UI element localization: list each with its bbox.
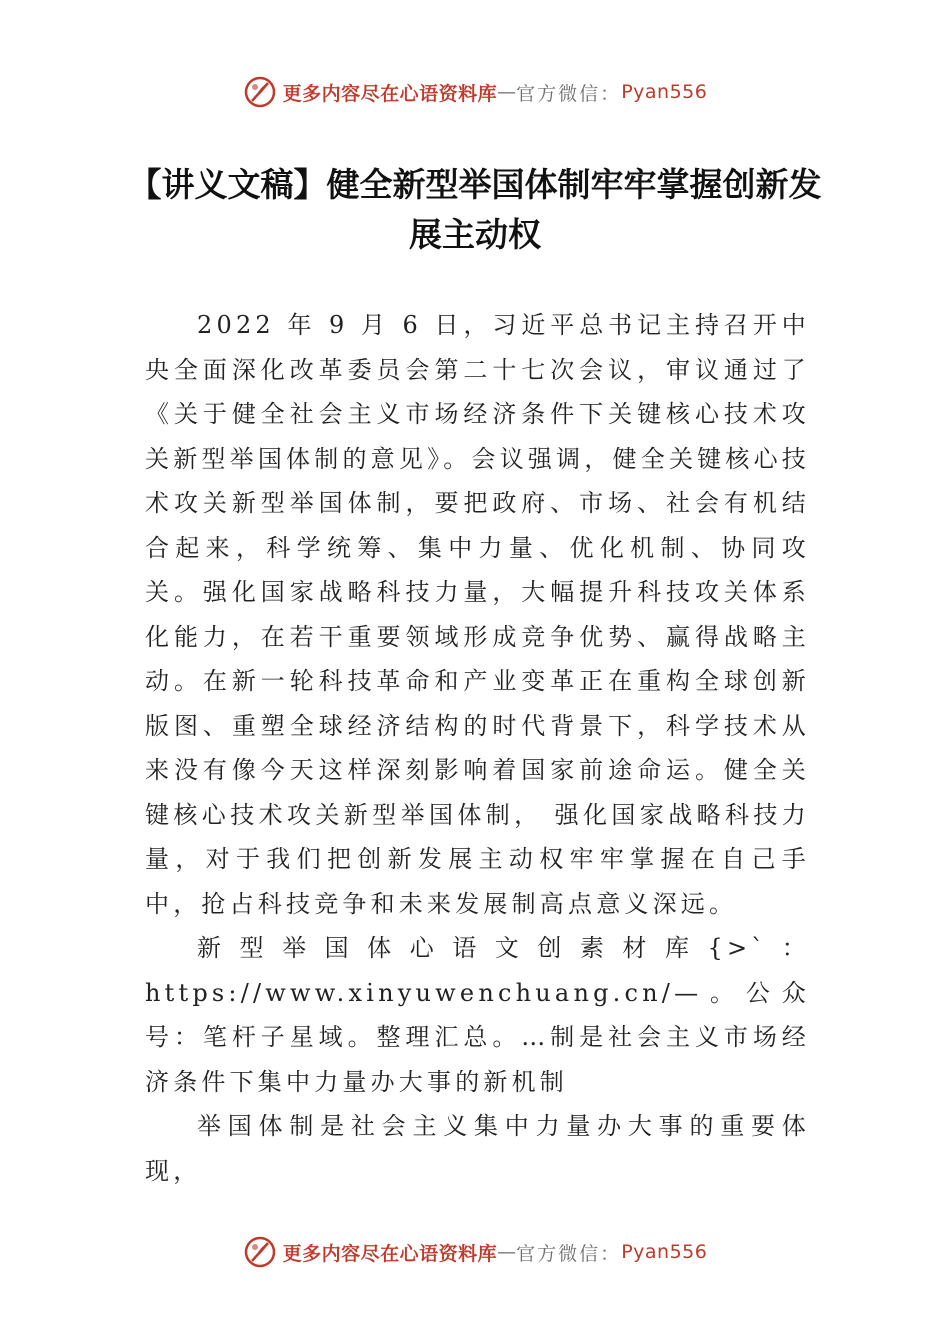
banner-wechat-label: 官方微信： [516,1242,622,1265]
document-body [145,303,810,1193]
header-banner [0,70,950,114]
banner-site-text: 更多内容尽在心语资料库 [282,82,498,105]
banner-separator: — [497,81,517,103]
body-paragraph: 2022 年 9 月 6 日，习近平总书记主持召开中央全面深化改革委员会第二十七次会议，审议通过了《关于健全社会主义市场经济条件下关键核心技术攻关新型举国体制的意见》。会议强调，健全关键核心技术攻关新型举国体制，要把政府、市场、社会有机结合起来，科学统筹、集中力量、优化机制、协同攻关。强化国家战略科技力量，大幅提升科技攻关体系化能力，在若干重要领域形成竞争优势、赢得战略主动。在新一轮科技革命和产业变革正在重构全球创新版图、重塑全球经济结构的时代背景下，科学技术从来没有像今天这样深刻影响着国家前途命运。健全关键核心技术攻关新型举国体制， 强化国家战略科技力量，对于我们把创新发展主动权牢牢掌握在自己手中，抢占科技竞争和未来发展制高点意义深远。 [145,311,810,918]
banner-site-text: 更多内容尽在心语资料库 [282,1242,498,1265]
footer-banner [0,1230,950,1274]
banner-wechat-label: 官方微信： [516,82,622,105]
banner-separator: — [497,1241,517,1263]
document-title: 【讲义文稿】健全新型举国体制牢牢掌握创新发展主动权 [128,165,822,254]
quill-logo-icon [243,1235,277,1269]
quill-logo-icon [243,75,277,109]
body-paragraph: 新型举国体心语文创素材库{>`：https://www.xinyuwenchuang.cn/—。公众号：笔杆子星域。整理汇总。…制是社会主义市场经济条件下集中力量办大事的新机制 [145,934,810,1096]
banner-wechat-id: Pyan556 [621,81,708,103]
body-paragraph: 举国体制是社会主义集中力量办大事的重要体现， [145,1112,810,1185]
banner-wechat-id: Pyan556 [621,1241,708,1263]
